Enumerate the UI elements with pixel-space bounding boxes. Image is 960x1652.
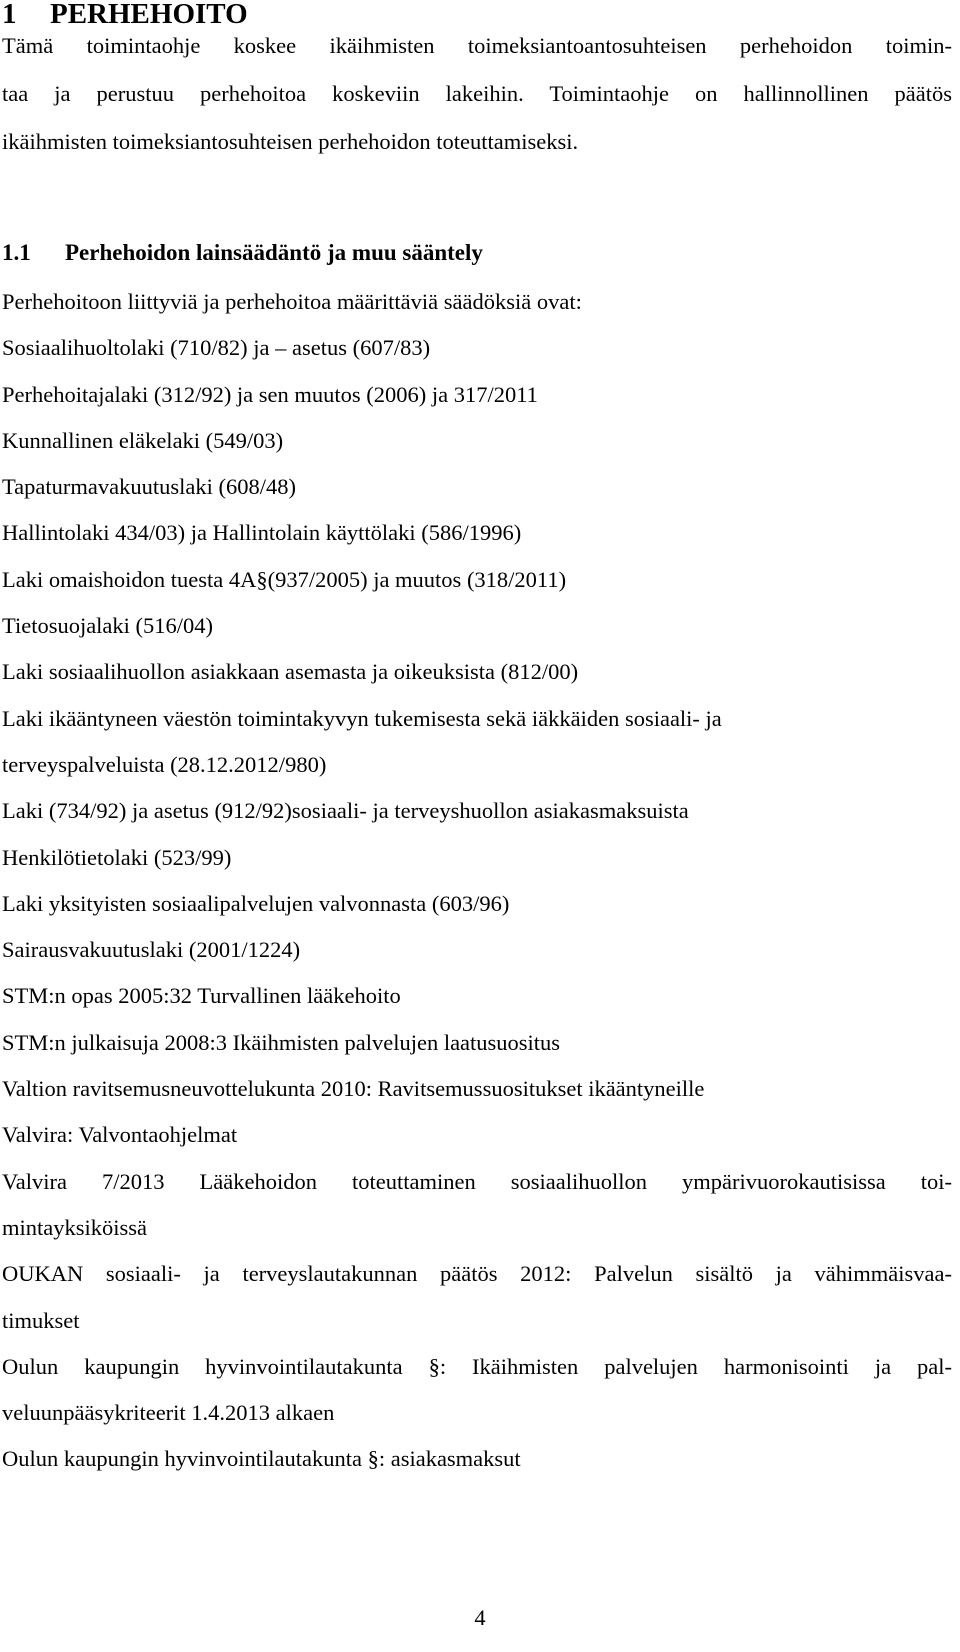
legislation-list	[2, 279, 952, 1483]
list-item: Valvira: Valvontaohjelmat	[2, 1122, 238, 1148]
chapter-number: 1	[2, 0, 17, 30]
list-item: Laki omaishoidon tuesta 4A§(937/2005) ja muutos (318/2011)	[2, 566, 567, 592]
list-item: Valtion ravitsemusneuvottelukunta 2010: Ravitsemussuositukset ikääntyneille	[2, 1076, 705, 1102]
list-item: STM:n julkaisuja 2008:3 Ikäihmisten palvelujen laatusuositus	[2, 1029, 561, 1055]
chapter-title: PERHEHOITO	[50, 0, 248, 30]
list-item-continuation: terveyspalveluista (28.12.2012/980)	[2, 751, 327, 777]
section-number: 1.1	[2, 240, 31, 265]
list-item: Laki sosiaalihuollon asiakkaan asemasta ja oikeuksista (812/00)	[2, 659, 579, 685]
page-number: 4	[474, 1605, 486, 1630]
list-item-continuation: timukset	[2, 1307, 80, 1333]
list-item: Laki (734/92) ja asetus (912/92)sosiaali- ja terveyshuollon asiakasmaksuista	[2, 798, 689, 824]
list-item: Oulun kaupungin hyvinvointilautakunta §: asiakasmaksut	[2, 1446, 521, 1472]
list-item: OUKAN sosiaali- ja terveyslautakunnan päätös 2012: Palvelun sisältö ja vähimmäisvaa-	[2, 1261, 952, 1287]
list-item: Tietosuojalaki (516/04)	[2, 613, 214, 639]
list-item: Hallintolaki 434/03) ja Hallintolain käyttölaki (586/1996)	[2, 520, 522, 546]
section-heading	[2, 237, 483, 269]
list-item: Perhehoitajalaki (312/92) ja sen muutos (2006) ja 317/2011	[2, 381, 538, 407]
list-item: Laki yksityisten sosiaalipalvelujen valvonnasta (603/96)	[2, 890, 510, 916]
section-title: Perhehoidon lainsäädäntö ja muu sääntely	[65, 240, 483, 265]
list-item: Kunnallinen eläkelaki (549/03)	[2, 427, 284, 453]
intro-line: ikäihmisten toimeksiantosuhteisen perhehoidon toteuttamiseksi.	[2, 129, 579, 154]
list-intro-line: Perhehoitoon liittyviä ja perhehoitoa määrittäviä säädöksiä ovat:	[2, 289, 582, 314]
intro-line: taa ja perustuu perhehoitoa koskeviin lakeihin. Toimintaohje on hallinnollinen päätös	[2, 81, 952, 106]
list-item: Laki ikääntyneen väestön toimintakyvyn tukemisesta sekä iäkkäiden sosiaali- ja	[2, 705, 722, 731]
list-item: Sosiaalihuoltolaki (710/82) ja – asetus (607/83)	[2, 335, 431, 361]
intro-paragraph	[2, 22, 952, 166]
list-item: Valvira 7/2013 Lääkehoidon toteuttaminen sosiaalihuollon ympärivuorokautisissa toi-	[2, 1168, 952, 1194]
list-item: STM:n opas 2005:32 Turvallinen lääkehoito	[2, 983, 401, 1009]
list-item: Oulun kaupungin hyvinvointilautakunta §: Ikäihmisten palvelujen harmonisointi ja pal-	[2, 1353, 952, 1379]
list-item-continuation: veluunpääsykriteerit 1.4.2013 alkaen	[2, 1400, 335, 1426]
list-item-continuation: mintayksiköissä	[2, 1214, 147, 1240]
list-item: Sairausvakuutuslaki (2001/1224)	[2, 937, 301, 963]
list-item: Tapaturmavakuutuslaki (608/48)	[2, 474, 296, 500]
intro-line: Tämä toimintaohje koskee ikäihmisten toimeksiantoantosuhteisen perhehoidon toimin-	[2, 33, 952, 58]
list-item: Henkilötietolaki (523/99)	[2, 844, 232, 870]
